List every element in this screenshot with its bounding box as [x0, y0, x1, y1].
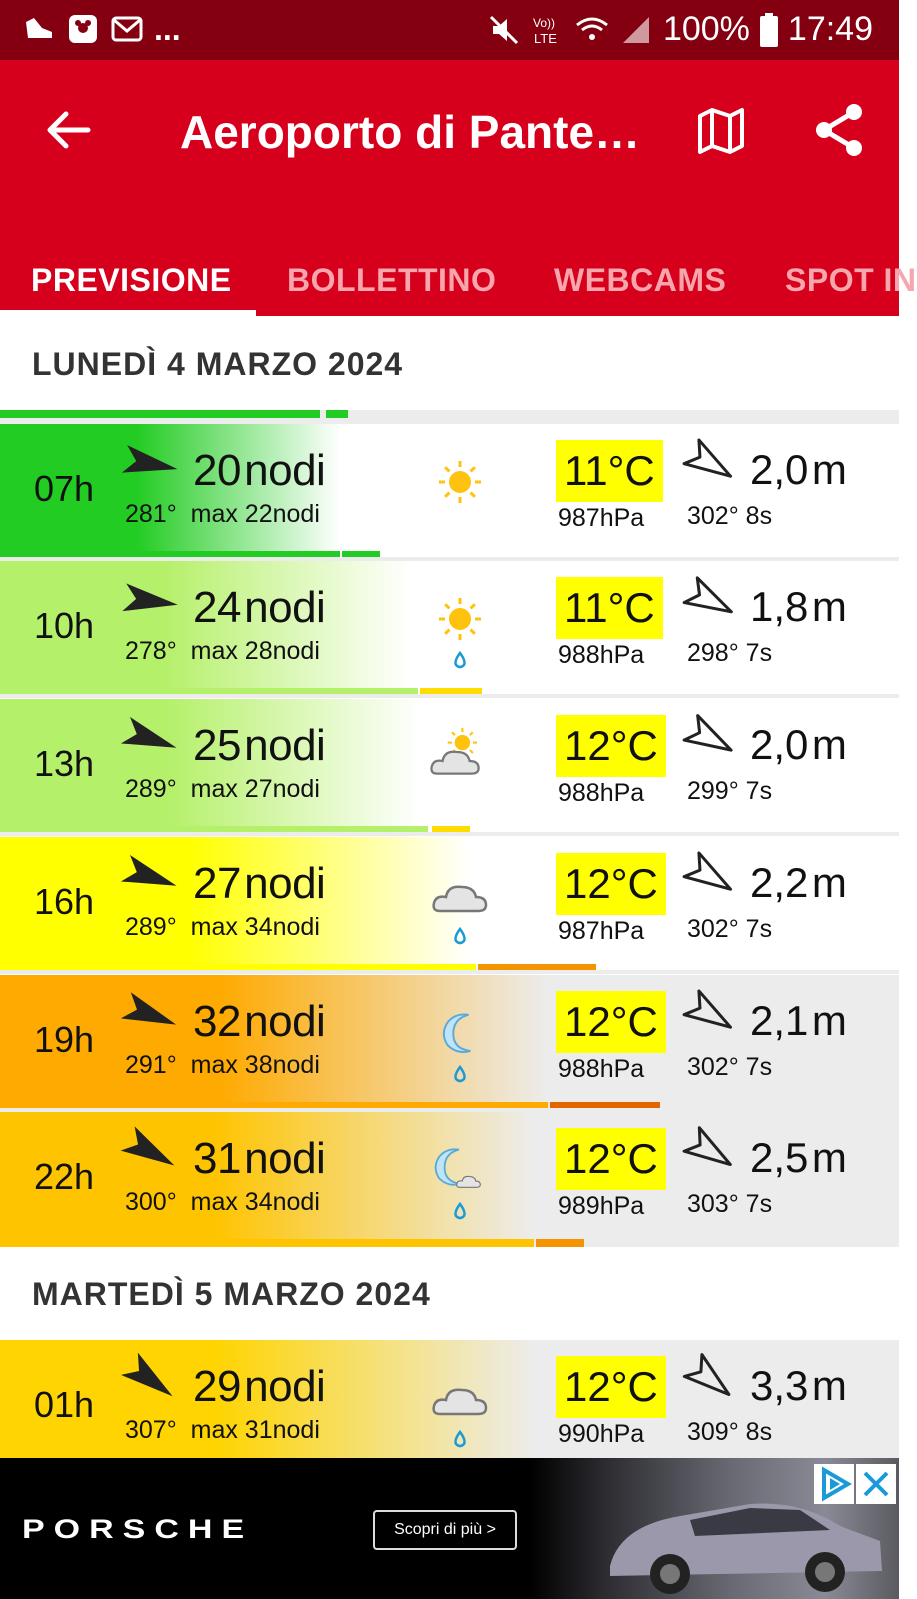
tab-previsione[interactable]: PREVISIONE: [31, 262, 232, 298]
wind-speed: 32 nodi: [193, 997, 326, 1046]
day-header: [0, 1248, 899, 1336]
pressure: 988hPa: [558, 779, 645, 807]
pressure: 988hPa: [558, 641, 645, 669]
more-notifications: ...: [154, 11, 181, 47]
cloud-weather-icon: [428, 867, 492, 947]
tab-bollettino[interactable]: BOLLETTINO: [287, 262, 497, 298]
wave-height: 2,2 m: [750, 859, 847, 906]
wave-height: 3,3 m: [750, 1362, 847, 1409]
wave-details: 302° 7s: [687, 915, 773, 943]
page-title: Aeroporto di Pante…: [180, 106, 641, 158]
wifi-icon: [575, 13, 609, 47]
clock: 17:49: [787, 10, 873, 48]
wave-details: 303° 7s: [687, 1190, 773, 1218]
cloud-sun-weather-icon: [428, 729, 492, 809]
tab-bar: [0, 242, 917, 316]
battery-percent: 100%: [662, 10, 750, 48]
forecast-hour: 07h: [34, 468, 95, 509]
temperature: 12°C: [556, 991, 666, 1053]
wind-details: 281° max 22nodi: [125, 500, 320, 528]
wind-details: 289° max 27nodi: [125, 775, 320, 803]
pressure: 988hPa: [558, 1055, 645, 1083]
forecast-row[interactable]: [0, 975, 899, 1110]
mute-icon: [487, 13, 521, 47]
forecast-row[interactable]: [0, 424, 899, 559]
wind-speed: 20 nodi: [193, 446, 326, 495]
wave-details: 299° 7s: [687, 777, 773, 805]
day-divider: [0, 410, 899, 424]
wind-direction-icon: [122, 717, 180, 761]
wind-details: 278° max 28nodi: [125, 637, 320, 665]
shoe-icon: [22, 12, 56, 46]
forecast-hour: 19h: [34, 1019, 95, 1060]
ad-brand-logo: PORSCHE: [22, 1513, 254, 1545]
forecast-row[interactable]: [0, 699, 899, 834]
forecast-row[interactable]: [0, 561, 899, 696]
wind-direction-icon: [122, 993, 180, 1037]
pressure: 990hPa: [558, 1420, 645, 1448]
wind-speed: 25 nodi: [193, 721, 326, 770]
wave-direction-icon: [686, 1358, 736, 1402]
pressure: 989hPa: [558, 1192, 645, 1220]
moon-cloud-weather-icon: [428, 1142, 492, 1222]
wave-height: 1,8 m: [750, 583, 847, 630]
wave-direction-icon: [686, 855, 736, 899]
wave-details: 302° 7s: [687, 1053, 773, 1081]
wave-details: 298° 7s: [687, 639, 773, 667]
temperature: 11°C: [556, 577, 663, 639]
wind-speed: 24 nodi: [193, 583, 326, 632]
forecast-hour: 13h: [34, 743, 95, 784]
wind-details: 289° max 34nodi: [125, 913, 320, 941]
wind-direction-icon: [122, 579, 180, 623]
battery-icon: [760, 13, 778, 47]
wind-speed: 31 nodi: [193, 1134, 326, 1183]
volte-icon: [531, 13, 565, 47]
forecast-hour: 22h: [34, 1156, 95, 1197]
ad-banner[interactable]: [0, 1458, 899, 1599]
wave-height: 2,5 m: [750, 1134, 847, 1181]
temperature: 11°C: [556, 440, 663, 502]
svg-text:Vo)): Vo)): [532, 15, 555, 30]
forecast-row[interactable]: [0, 837, 899, 972]
forecast-row[interactable]: [0, 1340, 899, 1475]
sun-weather-icon: [428, 454, 492, 534]
row-separator: [0, 832, 899, 836]
wave-height: 2,1 m: [750, 997, 847, 1044]
row-separator: [0, 694, 899, 698]
wind-details: 300° max 34nodi: [125, 1188, 320, 1216]
forecast-hour: 16h: [34, 881, 95, 922]
wave-height: 2,0 m: [750, 446, 847, 493]
wave-direction-icon: [686, 993, 736, 1037]
tab-spot[interactable]: SPOT IN: [785, 262, 917, 298]
day-header: [0, 318, 899, 406]
adchoices-icon[interactable]: [814, 1464, 854, 1504]
ad-cta-button[interactable]: Scopri di più >: [373, 1510, 517, 1550]
pressure: 987hPa: [558, 917, 645, 945]
wind-speed: 27 nodi: [193, 859, 326, 908]
day-label: LUNEDÌ 4 MARZO 2024: [32, 346, 404, 382]
wave-details: 309° 8s: [687, 1418, 773, 1446]
day-label: MARTEDÌ 5 MARZO 2024: [32, 1276, 431, 1312]
temperature: 12°C: [556, 1128, 666, 1190]
temperature: 12°C: [556, 1356, 666, 1418]
status-bar: [0, 0, 899, 60]
app-bar: [0, 60, 917, 316]
row-separator: [0, 970, 899, 974]
forecast-row[interactable]: [0, 1112, 899, 1247]
forecast-hour: 10h: [34, 605, 95, 646]
wind-direction-icon: [122, 442, 180, 486]
svg-text:LTE: LTE: [533, 30, 557, 46]
wave-direction-icon: [686, 717, 736, 761]
wave-direction-icon: [686, 442, 736, 486]
share-icon[interactable]: [812, 102, 868, 158]
wave-direction-icon: [686, 579, 736, 623]
ad-close-icon[interactable]: [856, 1464, 896, 1504]
wave-height: 2,0 m: [750, 721, 847, 768]
gust-bar: [536, 1239, 584, 1247]
wind-speed: 29 nodi: [193, 1362, 326, 1411]
flower-app-icon: [66, 12, 100, 46]
tab-indicator: [0, 310, 256, 316]
signal-icon: [619, 13, 653, 47]
pressure: 987hPa: [558, 504, 645, 532]
cloud-weather-icon: [428, 1370, 492, 1450]
wind-details: 307° max 31nodi: [125, 1416, 320, 1444]
wave-direction-icon: [686, 1130, 736, 1174]
wind-bar: [0, 1239, 534, 1247]
wind-direction-icon: [122, 855, 180, 899]
wave-details: 302° 8s: [687, 502, 773, 530]
forecast-hour: 01h: [34, 1384, 95, 1425]
wind-details: 291° max 38nodi: [125, 1051, 320, 1079]
back-arrow-icon[interactable]: [42, 104, 94, 156]
wind-direction-icon: [122, 1358, 180, 1402]
map-icon[interactable]: [694, 104, 748, 158]
mail-icon: [110, 12, 144, 46]
temperature: 12°C: [556, 853, 666, 915]
temperature: 12°C: [556, 715, 666, 777]
tab-webcams[interactable]: WEBCAMS: [554, 262, 727, 298]
moon-weather-icon: [428, 1005, 492, 1085]
wind-direction-icon: [122, 1130, 180, 1174]
sun-weather-icon: [428, 591, 492, 671]
